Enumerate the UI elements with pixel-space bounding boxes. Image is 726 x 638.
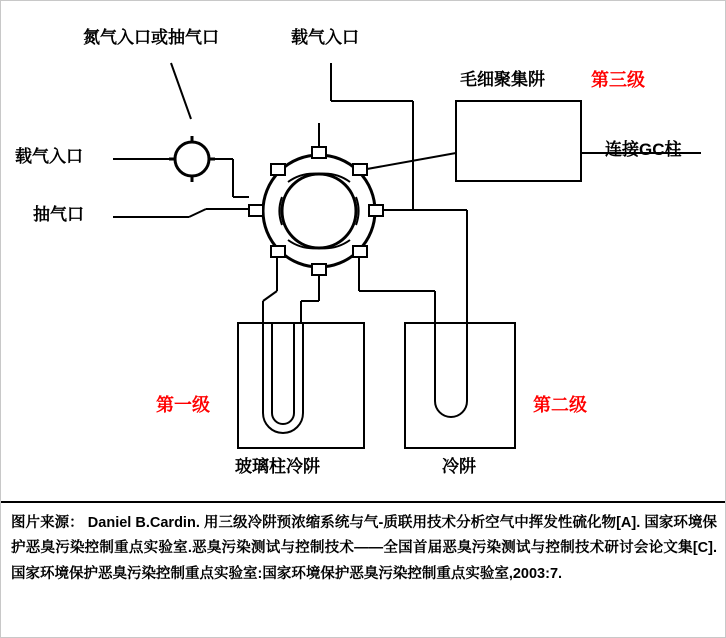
- valve-port: [271, 246, 285, 257]
- valve-port: [353, 246, 367, 257]
- valve-port: [353, 164, 367, 175]
- label-stage-two: 第二级: [533, 395, 587, 415]
- label-stage-three: 第三级: [591, 70, 645, 90]
- capillary-focuser-box: [456, 101, 581, 181]
- valve-port: [312, 264, 326, 275]
- caption-box: [1, 501, 726, 638]
- valve-port: [312, 147, 326, 158]
- line-to-capillary: [367, 153, 456, 169]
- label-pump-port-left: 抽气口: [33, 205, 84, 224]
- label-nitrogen-inlet: 氮气入口或抽气口: [83, 28, 219, 47]
- label-carrier-gas-inlet-left: 载气入口: [15, 147, 83, 166]
- valve-port: [369, 205, 383, 216]
- label-carrier-gas-inlet-top: 载气入口: [291, 28, 359, 47]
- valve-knob: [175, 142, 209, 176]
- stage-two-vessel: [405, 323, 515, 448]
- label-stage-one: 第一级: [156, 395, 210, 415]
- label-connect-gc-column: 连接GC柱: [605, 140, 682, 159]
- label-capillary-focuser: 毛细聚集阱: [460, 70, 545, 89]
- label-cold-trap: 冷阱: [442, 457, 476, 476]
- multiport-valve-inner: [282, 174, 356, 248]
- valve-port: [271, 164, 285, 175]
- valve-port: [249, 205, 263, 216]
- stage-one-vessel: [238, 323, 364, 448]
- label-glass-column-cold-trap: 玻璃柱冷阱: [235, 457, 320, 476]
- caption-text: 图片来源： Daniel B.Cardin. 用三级冷阱预浓缩系统与气-质联用技术分析空气中挥发性硫化物[A]. 国家环境保护恶臭污染控制重点实验室.恶臭污染测试与控制技术——全国首届恶臭污染测试与控制技术研讨会论文集[C].国家环境保护恶臭污染控制重点实验室:国家环境保护恶臭污染控制重点实验室,2003:7.: [11, 515, 717, 582]
- nitrogen-inlet-line: [171, 63, 191, 119]
